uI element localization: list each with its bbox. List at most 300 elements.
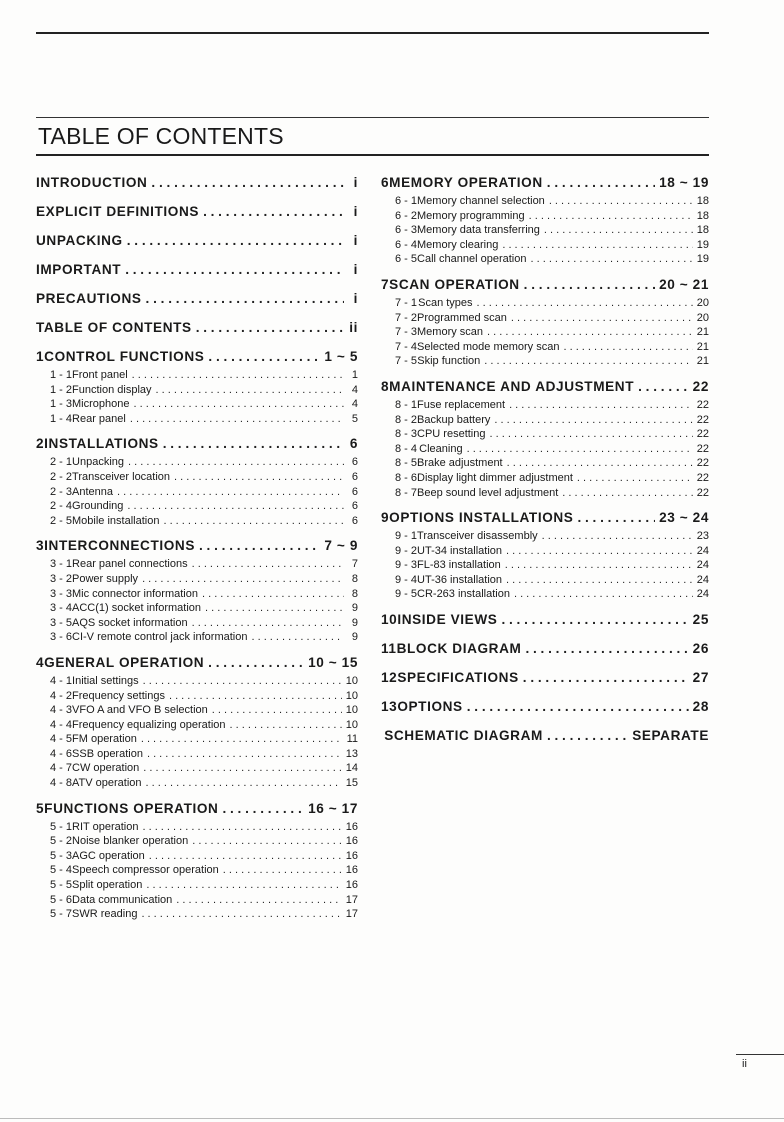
toc-entry-number: 3 - 5 xyxy=(50,616,73,629)
toc-subsection-entry[interactable] xyxy=(36,573,358,588)
dot-leader xyxy=(223,864,342,876)
toc-entry-number: 9 - 5 xyxy=(395,588,418,601)
toc-section-entry[interactable] xyxy=(36,349,358,369)
section-gap xyxy=(36,311,358,320)
toc-entry-title: GENERAL OPERATION xyxy=(44,654,205,670)
toc-entry-title: MAINTENANCE AND ADJUSTMENT xyxy=(389,378,635,394)
dot-leader xyxy=(577,472,693,484)
toc-entry-page: 11 xyxy=(346,733,358,746)
dot-leader xyxy=(128,456,344,468)
toc-entry-title: SCAN OPERATION xyxy=(389,276,520,292)
toc-entry-page: 21 xyxy=(696,340,709,353)
toc-entry-number: 7 - 3 xyxy=(395,326,418,339)
dot-leader xyxy=(192,835,342,847)
footer-rule xyxy=(736,1054,784,1055)
toc-entry-page: 18 xyxy=(696,209,709,222)
toc-left-column xyxy=(36,175,358,923)
toc-entry-page: 6 xyxy=(351,485,358,498)
toc-subsection-entry[interactable] xyxy=(381,239,709,254)
toc-entry-title: MEMORY OPERATION xyxy=(389,175,543,190)
toc-entry-page: 7 ~ 9 xyxy=(324,538,358,554)
toc-entry-number: 9 - 2 xyxy=(395,544,418,557)
toc-entry-title: Noise blanker operation xyxy=(72,835,189,848)
toc-subsection-entry[interactable] xyxy=(36,777,358,792)
toc-entry-title: SPECIFICATIONS xyxy=(397,670,519,686)
dot-leader xyxy=(132,369,344,381)
toc-entry-title: Antenna xyxy=(72,485,113,498)
toc-section-entry[interactable] xyxy=(36,204,358,224)
toc-entry-title: IMPORTANT xyxy=(36,262,122,277)
dot-leader xyxy=(169,690,342,702)
toc-entry-number: 1 - 1 xyxy=(50,369,73,381)
toc-subsection-entry[interactable] xyxy=(36,558,358,573)
dot-leader xyxy=(174,471,344,483)
toc-subsection-entry[interactable] xyxy=(381,443,709,458)
toc-section-entry[interactable] xyxy=(36,320,358,340)
toc-entry-number: 4 - 6 xyxy=(50,747,73,760)
dot-leader xyxy=(127,500,344,512)
toc-subsection-entry[interactable] xyxy=(36,748,358,763)
section-gap xyxy=(36,224,358,233)
toc-entry-number: 1 - 3 xyxy=(50,398,73,411)
toc-subsection-entry[interactable] xyxy=(381,472,709,487)
toc-entry-number: 6 - 5 xyxy=(395,253,418,266)
toc-entry-page: 9 xyxy=(351,602,358,615)
toc-entry-title: Frequency equalizing operation xyxy=(72,718,226,731)
toc-entry-page: 22 xyxy=(692,378,709,394)
toc-subsection-entry[interactable] xyxy=(36,602,358,617)
toc-subsection-entry[interactable] xyxy=(36,675,358,690)
toc-entry-page: 10 xyxy=(345,689,358,702)
toc-entry-page: 26 xyxy=(692,641,709,657)
toc-entry-number: 4 - 5 xyxy=(50,733,73,746)
toc-entry-title: Rear panel connections xyxy=(72,558,188,571)
dot-leader xyxy=(163,436,344,451)
toc-subsection-entry[interactable] xyxy=(381,559,709,574)
toc-entry-number: 12 xyxy=(381,670,398,686)
toc-entry-page: 16 xyxy=(345,864,358,877)
toc-entry-page: 15 xyxy=(345,777,358,790)
top-rule xyxy=(36,32,709,34)
toc-subsection-entry[interactable] xyxy=(381,253,709,268)
toc-section-entry[interactable] xyxy=(36,175,358,195)
dot-leader xyxy=(134,398,345,410)
toc-section-entry[interactable] xyxy=(381,379,709,399)
toc-entry-title: Split operation xyxy=(72,879,143,892)
toc-subsection-entry[interactable] xyxy=(36,864,358,879)
dot-leader xyxy=(127,233,344,248)
dot-leader xyxy=(199,538,320,553)
title-bottom-rule xyxy=(36,154,709,156)
dot-leader xyxy=(467,443,693,455)
dot-leader xyxy=(562,487,692,499)
toc-entry-title: CW operation xyxy=(72,762,140,775)
toc-subsection-entry[interactable] xyxy=(381,545,709,560)
toc-entry-page: 24 xyxy=(696,544,709,557)
toc-subsection-entry[interactable] xyxy=(36,908,358,923)
toc-entry-page: SEPARATE xyxy=(632,728,709,744)
toc-subsection-entry[interactable] xyxy=(381,341,709,356)
toc-entry-page: 10 ~ 15 xyxy=(308,654,358,670)
toc-section-entry[interactable] xyxy=(381,670,709,690)
toc-entry-page: 22 xyxy=(696,486,709,499)
toc-entry-page: 27 xyxy=(692,670,709,686)
toc-section-entry[interactable] xyxy=(36,262,358,282)
toc-subsection-entry[interactable] xyxy=(36,631,358,646)
dot-leader xyxy=(151,175,344,190)
bottom-edge-rule xyxy=(0,1118,784,1119)
toc-subsection-entry[interactable] xyxy=(36,471,358,486)
toc-entry-title: CONTROL FUNCTIONS xyxy=(44,349,205,364)
toc-entry-number: 7 xyxy=(381,276,390,292)
toc-entry-number: 4 - 2 xyxy=(50,689,73,702)
toc-subsection-entry[interactable] xyxy=(381,399,709,414)
toc-entry-page: 19 xyxy=(696,253,709,266)
toc-subsection-entry[interactable] xyxy=(36,456,358,471)
toc-entry-title: Unpacking xyxy=(72,456,124,469)
toc-entry-title: Frequency settings xyxy=(72,689,165,702)
toc-entry-page: i xyxy=(353,262,358,277)
toc-entry-number: 6 - 3 xyxy=(395,224,418,237)
dot-leader xyxy=(523,670,689,685)
toc-section-entry[interactable] xyxy=(381,510,709,530)
toc-entry-number: 10 xyxy=(381,612,398,628)
toc-entry-title: Speech compressor operation xyxy=(72,864,219,877)
toc-subsection-entry[interactable] xyxy=(36,762,358,777)
toc-entry-title: Memory scan xyxy=(417,326,484,339)
dot-leader xyxy=(577,510,655,525)
dot-leader xyxy=(147,748,342,760)
toc-entry-number: 6 xyxy=(381,175,390,190)
toc-entry-number: 7 - 5 xyxy=(395,355,418,368)
toc-section-entry[interactable] xyxy=(381,641,709,661)
toc-entry-title: Front panel xyxy=(72,369,128,381)
toc-entry-title: Power supply xyxy=(72,572,139,585)
toc-entry-title: UT-36 installation xyxy=(417,573,503,586)
toc-entry-page: i xyxy=(353,204,358,219)
toc-subsection-entry[interactable] xyxy=(36,704,358,719)
toc-entry-title: FUNCTIONS OPERATION xyxy=(44,800,219,816)
toc-entry-number: 2 - 3 xyxy=(50,485,73,498)
toc-entry-number: 4 - 7 xyxy=(50,762,73,775)
toc-entry-page: 10 xyxy=(345,718,358,731)
toc-subsection-entry[interactable] xyxy=(381,457,709,472)
toc-entry-title: Fuse replacement xyxy=(417,398,506,411)
toc-subsection-entry[interactable] xyxy=(36,486,358,501)
section-gap xyxy=(36,646,358,655)
toc-entry-page: 6 xyxy=(351,500,358,513)
toc-subsection-entry[interactable] xyxy=(36,821,358,836)
toc-subsection-entry[interactable] xyxy=(36,369,358,384)
toc-entry-title: SWR reading xyxy=(72,908,138,921)
toc-entry-number: 6 - 2 xyxy=(395,209,418,222)
toc-subsection-entry[interactable] xyxy=(381,312,709,327)
section-gap xyxy=(381,268,709,277)
toc-subsection-entry[interactable] xyxy=(36,500,358,515)
toc-entry-page: 17 xyxy=(345,908,358,921)
toc-entry-page: 16 xyxy=(345,835,358,848)
toc-entry-page: 17 xyxy=(345,893,358,906)
toc-section-entry[interactable] xyxy=(36,291,358,311)
toc-entry-number: 9 xyxy=(381,510,390,526)
dot-leader xyxy=(529,210,693,222)
dot-leader xyxy=(542,530,693,542)
dot-leader xyxy=(192,558,344,570)
toc-entry-page: 9 xyxy=(351,616,358,629)
toc-entry-page: 14 xyxy=(345,762,358,775)
toc-entry-title: OPTIONS INSTALLATIONS xyxy=(389,510,574,526)
toc-entry-title: Mobile installation xyxy=(72,514,160,527)
toc-entry-page: 8 xyxy=(351,572,358,585)
toc-entry-page: 20 xyxy=(696,296,709,309)
toc-subsection-entry[interactable] xyxy=(36,617,358,632)
toc-entry-number: 8 - 7 xyxy=(395,486,418,499)
toc-entry-title: Backup battery xyxy=(417,413,491,426)
section-gap xyxy=(381,632,709,641)
toc-entry-page: 16 ~ 17 xyxy=(308,800,358,816)
toc-entry-title: Memory programming xyxy=(417,209,525,222)
toc-subsection-entry[interactable] xyxy=(381,355,709,370)
toc-section-entry[interactable] xyxy=(36,538,358,558)
toc-subsection-entry[interactable] xyxy=(381,326,709,341)
dot-leader xyxy=(222,801,304,816)
toc-entry-title: OPTIONS xyxy=(397,699,463,715)
toc-entry-title: SSB operation xyxy=(72,747,143,760)
toc-entry-number: 1 - 4 xyxy=(50,412,73,425)
toc-subsection-entry[interactable] xyxy=(36,515,358,530)
toc-entry-page: 8 xyxy=(351,587,358,600)
toc-entry-page: ii xyxy=(349,320,358,335)
dot-leader xyxy=(142,821,341,833)
toc-section-entry[interactable] xyxy=(381,699,709,719)
toc-entry-title: Function display xyxy=(72,383,152,396)
toc-subsection-entry[interactable] xyxy=(381,195,709,210)
toc-entry-page: 6 xyxy=(351,456,358,469)
dot-leader xyxy=(477,297,693,309)
section-gap xyxy=(381,370,709,379)
toc-entry-title: Call channel operation xyxy=(417,253,527,266)
toc-entry-page: 21 xyxy=(696,326,709,339)
toc-entry-number: 5 - 5 xyxy=(50,879,73,892)
toc-entry-number: 3 xyxy=(36,538,45,554)
toc-entry-page: 18 xyxy=(696,224,709,237)
toc-subsection-entry[interactable] xyxy=(381,414,709,429)
toc-subsection-entry[interactable] xyxy=(381,588,709,603)
toc-entry-title: UT-34 installation xyxy=(417,544,503,557)
toc-subsection-entry[interactable] xyxy=(381,224,709,239)
toc-section-entry[interactable] xyxy=(36,436,358,456)
section-gap xyxy=(381,719,709,728)
toc-entry-page: 23 xyxy=(696,530,709,543)
dot-leader xyxy=(563,341,692,353)
toc-entry-title: Cleaning xyxy=(419,442,463,455)
dot-leader xyxy=(196,320,344,335)
toc-entry-title: Microphone xyxy=(72,398,130,411)
dot-leader xyxy=(142,573,344,585)
toc-entry-title: UNPACKING xyxy=(36,233,123,248)
dot-leader xyxy=(507,457,693,469)
dot-leader xyxy=(202,588,344,600)
section-gap xyxy=(381,501,709,510)
title-top-rule xyxy=(36,117,709,118)
toc-entry-title: Transceiver disassembly xyxy=(417,530,538,543)
toc-entry-number: 3 - 4 xyxy=(50,602,73,615)
toc-entry-page: 9 xyxy=(351,631,358,644)
toc-entry-page: 13 xyxy=(345,747,358,760)
toc-entry-page: i xyxy=(353,291,358,306)
toc-entry-title: EXPLICIT DEFINITIONS xyxy=(36,204,200,219)
toc-section-entry[interactable] xyxy=(381,728,709,748)
dot-leader xyxy=(484,355,692,367)
toc-entry-page: 7 xyxy=(351,558,358,571)
section-gap xyxy=(36,253,358,262)
toc-entry-page: 16 xyxy=(345,820,358,833)
toc-subsection-entry[interactable] xyxy=(36,690,358,705)
toc-entry-title: ATV operation xyxy=(72,777,142,790)
toc-section-entry[interactable] xyxy=(36,233,358,253)
toc-entry-number: 5 - 2 xyxy=(50,835,73,848)
toc-section-entry[interactable] xyxy=(36,801,358,821)
toc-entry-page: 16 xyxy=(345,849,358,862)
toc-entry-title: Skip function xyxy=(417,355,481,368)
dot-leader xyxy=(192,617,344,629)
toc-entry-number: 5 - 6 xyxy=(50,893,73,906)
toc-entry-number: 6 - 1 xyxy=(395,195,418,207)
toc-entry-number: 8 - 5 xyxy=(395,457,418,470)
page-title: TABLE OF CONTENTS xyxy=(38,123,284,149)
toc-entry-page: 10 xyxy=(345,704,358,717)
toc-subsection-entry[interactable] xyxy=(381,297,709,312)
toc-entry-number: 4 xyxy=(36,654,45,670)
toc-entry-number: 8 - 2 xyxy=(395,413,418,426)
toc-entry-page: 10 xyxy=(345,674,358,687)
dot-leader xyxy=(487,326,693,338)
toc-entry-number: 7 - 2 xyxy=(395,311,418,324)
toc-entry-title: Initial settings xyxy=(72,674,139,687)
toc-entry-page: 24 xyxy=(696,588,709,601)
toc-subsection-entry[interactable] xyxy=(36,384,358,399)
toc-entry-number: 9 - 4 xyxy=(395,573,418,586)
toc-subsection-entry[interactable] xyxy=(36,850,358,865)
toc-entry-page: 20 xyxy=(696,311,709,324)
dot-leader xyxy=(506,545,693,557)
toc-subsection-entry[interactable] xyxy=(381,428,709,443)
toc-subsection-entry[interactable] xyxy=(36,413,358,428)
toc-entry-page: 22 xyxy=(696,442,709,455)
toc-section-entry[interactable] xyxy=(381,277,709,297)
toc-right-column xyxy=(381,175,709,748)
toc-entry-number: 4 - 3 xyxy=(50,704,73,717)
toc-entry-title: Grounding xyxy=(72,500,124,513)
toc-entry-page: 25 xyxy=(692,612,709,628)
toc-subsection-entry[interactable] xyxy=(381,574,709,589)
dot-leader xyxy=(176,894,341,906)
toc-subsection-entry[interactable] xyxy=(381,487,709,502)
toc-subsection-entry[interactable] xyxy=(36,894,358,909)
section-gap xyxy=(36,427,358,436)
toc-entry-page: 22 xyxy=(696,471,709,484)
toc-subsection-entry[interactable] xyxy=(36,588,358,603)
dot-leader xyxy=(549,195,693,207)
toc-entry-page: 18 xyxy=(696,195,709,207)
toc-entry-number: 8 - 6 xyxy=(395,471,418,484)
toc-entry-page: 6 xyxy=(349,436,358,452)
dot-leader xyxy=(208,655,304,670)
toc-subsection-entry[interactable] xyxy=(36,719,358,734)
toc-entry-title: ACC(1) socket information xyxy=(72,602,202,615)
toc-entry-title: Memory clearing xyxy=(417,238,499,251)
toc-entry-page: 1 ~ 5 xyxy=(324,349,358,364)
toc-section-entry[interactable] xyxy=(381,175,709,195)
toc-entry-number: 9 - 3 xyxy=(395,559,418,572)
toc-entry-number: 13 xyxy=(381,699,398,715)
dot-leader xyxy=(547,175,655,190)
toc-entry-page: 21 xyxy=(696,355,709,368)
dot-leader xyxy=(525,641,688,656)
toc-subsection-entry[interactable] xyxy=(36,733,358,748)
toc-entry-title: Data communication xyxy=(72,893,173,906)
toc-entry-title: CPU resetting xyxy=(417,428,486,441)
toc-entry-title: RIT operation xyxy=(72,820,139,833)
toc-section-entry[interactable] xyxy=(36,655,358,675)
toc-entry-title: Scan types xyxy=(418,296,473,309)
toc-section-entry[interactable] xyxy=(381,612,709,632)
toc-entry-title: Programmed scan xyxy=(417,311,507,324)
dot-leader xyxy=(130,413,344,425)
toc-entry-number: 8 - 3 xyxy=(395,428,418,441)
toc-entry-title: CI-V remote control jack information xyxy=(72,631,248,644)
toc-entry-number: 7 - 1 xyxy=(395,296,418,309)
dot-leader xyxy=(141,908,341,920)
dot-leader xyxy=(530,253,692,265)
toc-entry-number: 1 - 2 xyxy=(50,383,73,396)
toc-entry-number: 5 - 1 xyxy=(50,820,73,833)
dot-leader xyxy=(514,588,693,600)
toc-entry-page: 4 xyxy=(351,398,358,411)
toc-entry-page: 22 xyxy=(696,398,709,411)
toc-entry-number: 5 - 7 xyxy=(50,908,73,921)
toc-entry-number: 5 - 3 xyxy=(50,849,73,862)
toc-entry-page: 22 xyxy=(696,457,709,470)
toc-subsection-entry[interactable] xyxy=(381,210,709,225)
toc-entry-page: 22 xyxy=(696,413,709,426)
section-gap xyxy=(36,195,358,204)
dot-leader xyxy=(156,384,344,396)
toc-entry-title: Transceiver location xyxy=(72,470,171,483)
toc-entry-title: PRECAUTIONS xyxy=(36,291,142,306)
dot-leader xyxy=(505,559,693,571)
toc-subsection-entry[interactable] xyxy=(36,835,358,850)
dot-leader xyxy=(208,349,320,364)
toc-entry-page: 23 ~ 24 xyxy=(659,510,709,526)
toc-entry-page: 16 xyxy=(345,879,358,892)
toc-entry-title: AGC operation xyxy=(72,849,145,862)
toc-subsection-entry[interactable] xyxy=(381,530,709,545)
toc-entry-title: INTRODUCTION xyxy=(36,175,148,190)
dot-leader xyxy=(146,777,342,789)
dot-leader xyxy=(149,850,342,862)
toc-entry-number: 9 - 1 xyxy=(395,530,418,543)
dot-leader xyxy=(141,733,343,745)
toc-entry-number: 2 - 2 xyxy=(50,470,73,483)
dot-leader xyxy=(494,414,692,426)
toc-entry-number: 2 - 1 xyxy=(50,456,73,469)
toc-entry-number: 2 - 5 xyxy=(50,514,73,527)
toc-subsection-entry[interactable] xyxy=(36,398,358,413)
section-gap xyxy=(36,340,358,349)
toc-subsection-entry[interactable] xyxy=(36,879,358,894)
toc-entry-title: BLOCK DIAGRAM xyxy=(396,641,522,657)
